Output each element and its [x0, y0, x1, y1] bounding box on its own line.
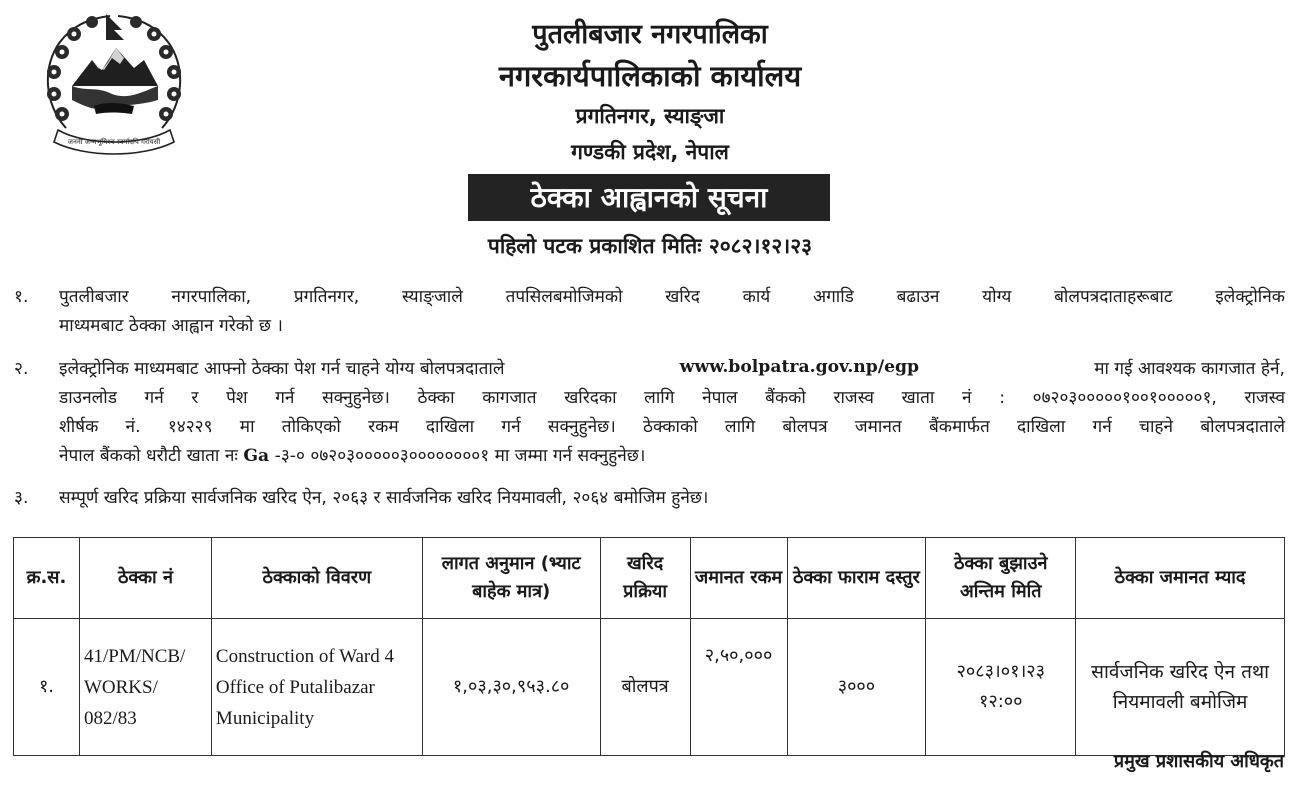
- paragraph-3-line-1: सम्पूर्ण खरिद प्रक्रिया सार्वजनिक खरिद ऐन, २०६३ र सार्वजनिक खरिद नियमावली, २०६४ बमोजिम हुनेछ।: [59, 488, 709, 508]
- municipality-name: पुतलीबजार नगरपालिका: [532, 19, 768, 50]
- paragraph-2-line-1: [59, 357, 1285, 380]
- paragraph-2-line-4-post: -३-० ०७२०३०००००३००००००००१ मा जम्मा गर्न सक्नुहुनेछ।: [274, 446, 646, 466]
- deposit-account-code: Ga: [243, 446, 270, 466]
- paragraph-1-line-1: पुतलीबजार नगरपालिका, प्रगतिनगर, स्याङ्जाले तपसिलबमोजिमको खरिद कार्य अगाडि बढाउन योग्य बोलपत्रदाताहरूबाट इलेक्ट्रोनिक: [59, 287, 1285, 307]
- paragraph-2-line-1-post: मा गई आवश्यक कागजात हेर्न,: [1094, 359, 1285, 379]
- cell-procurement: बोलपत्र: [600, 619, 690, 756]
- province-country: गण्डकी प्रदेश, नेपाल: [571, 140, 729, 164]
- published-date: पहिलो पटक प्रकाशित मितिः २०८२।१२।२३: [487, 234, 813, 258]
- header-description: ठेक्काको विवरण: [211, 538, 422, 619]
- paragraph-number-2: २.: [14, 359, 29, 379]
- bolpatra-url-link[interactable]: www.bolpatra.gov.np/egp: [679, 357, 920, 377]
- header-procurement: खरिद प्रक्रिया: [600, 538, 690, 619]
- paragraph-1-line-2: माध्यमबाट ठेक्का आह्वान गरेको छ ।: [59, 316, 283, 336]
- paragraph-2-line-4: [59, 444, 1285, 467]
- cell-security-amount: २,५०,०००: [690, 619, 787, 756]
- deadline-time: १२:००: [979, 691, 1023, 712]
- cell-bid-validity: सार्वजनिक खरिद ऐन तथा नियमावली बमोजिम: [1076, 619, 1285, 756]
- header-contract-no: ठेक्का नं: [79, 538, 211, 619]
- paragraph-2-line-2: डाउनलोड गर्न र पेश गर्न सक्नुहुनेछ। ठेक्का कागजात खरिदका लागि नेपाल बैंकको राजस्व खाता नं : ०७२०३०००००१००१०००००१, राजस्व: [59, 388, 1285, 408]
- office-address: प्रगतिनगर, स्याङ्जा: [575, 104, 725, 128]
- cell-description: Construction of Ward 4 Office of Putalibazar Municipality: [211, 619, 422, 756]
- deadline-date: २०८३।०१।२३: [956, 661, 1046, 682]
- header-form-fee: ठेक्का फाराम दस्तुर: [787, 538, 926, 619]
- header-deadline: ठेक्का बुझाउने अन्तिम मिति: [926, 538, 1076, 619]
- cell-deadline: [926, 619, 1076, 756]
- signatory-title: प्रमुख प्रशासकीय अधिकृत: [1113, 751, 1284, 772]
- table-header-row: [14, 538, 1285, 619]
- header-serial: क्र.स.: [14, 538, 80, 619]
- svg-text:जननी जन्मभूमिश्च स्वर्गादपि गर: जननी जन्मभूमिश्च स्वर्गादपि गरीयसी: [67, 138, 161, 146]
- paragraph-2-line-4-pre: नेपाल बैंकको धरौटी खाता नः: [59, 446, 238, 466]
- paragraph-number-1: १.: [14, 287, 29, 307]
- header-bid-validity: ठेक्का जमानत म्याद: [1076, 538, 1285, 619]
- table-row: [14, 619, 1285, 756]
- cell-cost-estimate: १,०३,३०,९५३.८०: [422, 619, 600, 756]
- cell-form-fee: ३०००: [787, 619, 926, 756]
- notice-title: ठेक्का आह्वानको सूचना: [468, 174, 830, 221]
- cell-contract-no: 41/PM/NCB/ WORKS/ 082/83: [79, 619, 211, 756]
- paragraph-2-line-3: शीर्षक नं. १४२२९ मा तोकिएको रकम दाखिला गर्न सक्नुहुनेछ। ठेक्काको लागि बोलपत्र जमानत बैंकमार्फत दाखिला गर्न चाहने बोलपत्रदाताले: [59, 417, 1285, 437]
- nepal-emblem-icon: [38, 8, 190, 156]
- tender-table: [13, 537, 1285, 756]
- office-name: नगरकार्यपालिकाको कार्यालय: [498, 59, 802, 93]
- paragraph-2-line-1-pre: इलेक्ट्रोनिक माध्यमबाट आफ्नो ठेक्का पेश गर्न चाहने योग्य बोलपत्रदाताले: [59, 359, 505, 379]
- cell-serial: १.: [14, 619, 80, 756]
- paragraph-number-3: ३.: [14, 488, 29, 508]
- header-security-amount: जमानत रकम: [690, 538, 787, 619]
- header-cost-estimate: लागत अनुमान (भ्याट बाहेक मात्र): [422, 538, 600, 619]
